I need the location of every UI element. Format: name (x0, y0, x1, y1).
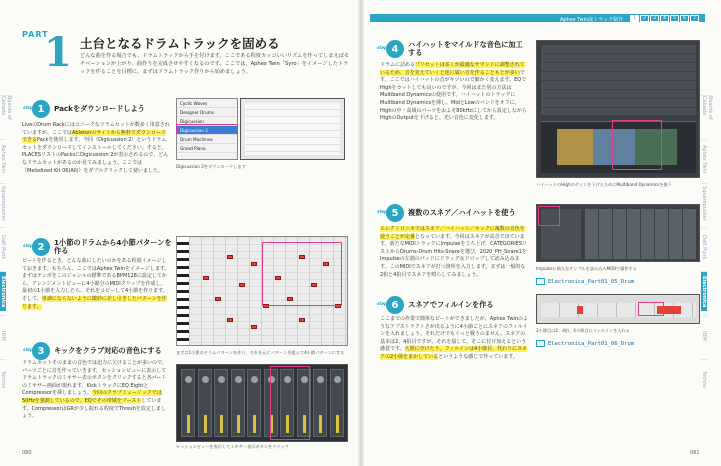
midi-note[interactable] (203, 276, 209, 280)
caption-pack: Digicussion 2をダウンロードします (176, 164, 246, 169)
chapter-pager (630, 15, 699, 22)
step-6-body (380, 316, 528, 362)
pager-item[interactable]: 2 (640, 15, 649, 22)
pan-knob[interactable] (185, 376, 192, 383)
highlighted-text: Abletonのサイトから無料でダウンロードできる (22, 129, 166, 144)
step-5-title: 複数のスネア／ハイハットを使う (408, 208, 516, 217)
volume-fader[interactable] (187, 415, 190, 433)
midi-note[interactable] (299, 318, 305, 322)
pager-item[interactable]: 6 (680, 15, 689, 22)
folio-right: 081 (690, 450, 700, 456)
step-2-body (22, 258, 170, 311)
midi-note[interactable] (251, 325, 257, 329)
step-6-badge: step 6 (386, 296, 404, 314)
side-tabs-left (0, 95, 20, 403)
body-text: Packを使用します。今回（Digicussion 2）というドラムセットをダウンロードしてインストールしてください。すると、PLACESリストのPacksにDigicussion 2が表示されるので、どんなドラムセットがあるのか見てみましょう。ここでは（Melodized Kit 06(All)）をダブルクリックして使いました。 (22, 137, 169, 174)
mixer-channel-strip[interactable] (181, 369, 195, 437)
midi-note[interactable] (215, 297, 221, 301)
page-title: 土台となるドラムトラックを固める (80, 36, 280, 51)
pan-knob[interactable] (202, 376, 209, 383)
step-1-badge: step 1 (32, 100, 50, 118)
side-tab[interactable]: Squarepusher (0, 183, 6, 223)
impulse-screenshot (536, 204, 700, 262)
body-text: というような感じで作っています。 (438, 353, 518, 360)
body-text: ビートを作るとき、どんな曲にしたいのかをある程度イメージしておきます。もちろん、ここではAphex Twinをイメージします。まずはテンポをこのジャンルの標準であるBPM128に設定してから、アレンジメントビューに4小節分のMIDIクリップを作成し、最初の1小節を入力したら、それをコピーして4小節を作ります。そして、 (22, 258, 170, 302)
browser-screenshot (240, 98, 345, 160)
volume-fader[interactable] (220, 415, 223, 433)
caption-roll: まずは1小節のドラムパターンを作り、それを元にパターンを組んで4小節パターンにする (176, 350, 345, 355)
file-icon (536, 278, 545, 285)
highlight-frame-fill (638, 302, 664, 316)
side-tab[interactable]: Electronica (0, 271, 6, 311)
file-2-name: Electronica_Part01_06_Drum (548, 340, 635, 347)
pan-knob[interactable] (251, 376, 258, 383)
part-number: 1 (44, 29, 72, 76)
step-2-title: 1小節のドラムから4小節パターンを作る (54, 238, 172, 255)
file-1-name: Electronica_Part01_05_Drum (548, 278, 635, 285)
midi-note[interactable] (239, 283, 245, 287)
pack-list-item[interactable]: Grand Piano (177, 144, 237, 153)
download-file-2[interactable] (536, 340, 634, 347)
side-tab[interactable]: IDM (0, 315, 6, 355)
pan-knob[interactable] (334, 376, 341, 383)
pack-list-item[interactable]: Cyclic Waves (177, 99, 237, 108)
side-tab[interactable]: Squarepusher (701, 183, 707, 223)
step-4-heading (386, 40, 528, 58)
mixer-channel-strip[interactable] (313, 369, 327, 437)
step-4-body (380, 62, 528, 123)
caption-multiband: ハイハットのHighのゲインを下げるためにMultiband Dynamicsを使う (536, 182, 672, 187)
pager-item[interactable]: 5 (670, 15, 679, 22)
body-text: です。ここではハイハットの音がキツいので細かく変えます。EQでHighをカットしても良いのですが、今回はまた別の方法はMultiband Dynamicsの使用です。ハイハットのトラックにMultiband Dynamicsを挿し、MidとLowのバンドをオフに、Highの中・高域のパーツをおよそ80kHzにしてから設定しながらHighのOutputを下げると、光い音色に変化します。 (380, 69, 527, 122)
highlighted-text: 大胆に空けたり、フィルインは4小節目、代わりにスネアの2小節をまかしている (380, 346, 528, 360)
step-1-title: Packをダウンロードしよう (54, 104, 145, 113)
midi-note[interactable] (227, 318, 233, 322)
caption-fill: 2小節目は2、4拍、4小節目にフィルインを入れる (536, 328, 630, 333)
highlighted-text: プリセットは多くが最適なサウンドに調整されているため、音を変えていくと逆に属い音を作ることもとが多い (380, 62, 525, 76)
pager-item[interactable]: 7 (690, 15, 699, 22)
body-text: ドラムセットそのままの音色では迫力に欠けることが多いので、パーツごとに音を作っていきます。セッションビューに表示してドラムトラックのミキサー表示ボタンをクリックすると各パートのミキサー画面が現れます。KickトラックにEQ EightとCompressorを挿しましょう。 (22, 360, 167, 397)
file-icon (536, 340, 545, 347)
highlight-frame-mixer (270, 366, 310, 440)
highlighted-text: エレクトロニカではスネア／ハイハット／キックに複数の音色を使うことが定番 (380, 226, 525, 240)
midi-note[interactable] (251, 262, 257, 266)
step-2-heading (32, 238, 174, 256)
pager-item[interactable]: 1 (630, 15, 639, 22)
highlighted-text: 単調にならないように微妙に差し引きしたパターンを作ります。 (22, 295, 167, 310)
lead-paragraph: どんな曲を作る場合でも、ドラムトラックから手を付けます。ここである程度カッコいいリズムを作ってしまえばモチベーションが上がり、曲作りを完成させやすくなるのです。ここでは、Aphex Twin「Syro」をイメージしたトラックを作ることを目標に、まずはドラムトラック作りから始めましょう。 (80, 53, 350, 75)
pager-item[interactable]: 4 (660, 15, 669, 22)
side-tab[interactable]: Techno (701, 359, 707, 399)
side-tab[interactable]: Daft Punk (701, 227, 707, 267)
download-file-1[interactable] (536, 278, 634, 285)
side-tab[interactable]: Daft Punk (0, 227, 6, 267)
step-5-heading (386, 204, 538, 222)
side-tab[interactable]: IDM (701, 315, 707, 355)
highlight-frame-multiband (612, 120, 662, 170)
side-tab[interactable]: Boards of Canada (701, 95, 713, 135)
pan-knob[interactable] (218, 376, 225, 383)
highlighted-text: 今回のクラブミュージックでは50Hzを強調しているので、EQでその帯域をブースト (22, 390, 162, 404)
volume-fader[interactable] (336, 415, 339, 433)
pack-list-item[interactable]: Digicussion (177, 117, 237, 126)
pack-list-item[interactable]: Digicussion 2 (177, 126, 237, 135)
side-tabs-right (701, 95, 721, 403)
step-3-title: キックをクラブ対応の音色にする (54, 346, 162, 355)
folio-left: 080 (22, 450, 32, 456)
pan-knob[interactable] (317, 376, 324, 383)
step-6-title: スネアでフィルインを作る (408, 300, 494, 309)
step-6-heading (386, 296, 538, 314)
body-text: LiveのDrum Rackにはユニークなドラムセットが数多く用意されていますが、ここでは (22, 122, 170, 136)
side-tab[interactable]: Boards of Canada (0, 95, 12, 135)
arrangement-screenshot (536, 294, 700, 324)
highlight-frame (176, 124, 238, 134)
mixer-channel-strip[interactable] (198, 369, 212, 437)
running-head: Aphex Twin流トラック制作 (560, 17, 624, 23)
side-tab[interactable]: Aphex Twin (701, 139, 707, 179)
part-label: PART (22, 30, 49, 39)
step-4-title: ハイハットをマイルドな音色に加工する (408, 40, 523, 57)
step-1-heading (32, 100, 184, 118)
volume-fader[interactable] (204, 415, 207, 433)
pager-item[interactable]: 3 (650, 15, 659, 22)
highlight-frame-impulse (538, 206, 560, 226)
step-5-body (380, 226, 528, 279)
step-2-badge: step 2 (32, 238, 50, 256)
pan-knob[interactable] (235, 376, 242, 383)
mixer-channel-strip[interactable] (214, 369, 228, 437)
body-text: となっています。今回はスネアが高音で出ています。新たなMIDIトラックにImpulseを立ち上げ、CATEGORIESリストからDrums-Drum Hits-Snareを選び、2020_PH_Snare1をImpulseの左端のパッドにドラッグ＆ドロップして読み込みます。このMIDIでスネアが打つ箇所を入力します。まずは一般的な2拍と4拍目でスネアを鳴らしてみましょう。 (380, 233, 528, 278)
caption-impulse: Impulseに新たなサンプルを読み込みMIDIで操作する (536, 266, 637, 271)
step-3-heading (32, 342, 184, 360)
side-tab[interactable]: Aphex Twin (0, 139, 6, 179)
body-text: しています。CompressorはGRが少し振れる程度でThreshを設定しましょう。 (22, 397, 166, 420)
step-3-badge: step 3 (32, 342, 50, 360)
mixer-channel-strip[interactable] (231, 369, 245, 437)
mixer-channel-strip[interactable] (330, 369, 344, 437)
highlight-frame-roll (262, 242, 342, 306)
step-3-body (22, 360, 170, 421)
midi-note[interactable] (227, 255, 233, 259)
mixer-channel-strip[interactable] (247, 369, 261, 437)
volume-fader[interactable] (319, 415, 322, 433)
caption-mixer: セッションビューを表示してミキサー表示ボタンをクリック (176, 444, 289, 449)
pack-list-item[interactable]: Designer Drums (177, 108, 237, 117)
body-text: ここまでの作業で簡単なビートができましたが、Aphex Twinのようなアブストラクトさが出るように4小節ごとにスネアのフィルインを入れましょう。それだけでもぐっと戦うのません。スネアの基本は2、4拍目ですが、それを崩して、そこに付け加えるという感覚です。 (380, 316, 528, 353)
page-gutter (358, 0, 364, 466)
step-1-body (22, 122, 170, 175)
volume-fader[interactable] (253, 415, 256, 433)
step-4-badge: step 4 (386, 40, 404, 58)
body-text: ドラムに詰める (380, 62, 415, 68)
step-5-badge: step 5 (386, 204, 404, 222)
side-tab[interactable]: Techno (0, 359, 6, 399)
volume-fader[interactable] (237, 415, 240, 433)
pack-list-item[interactable]: Drum Machines (177, 135, 237, 144)
mixer-screenshot (176, 364, 348, 442)
side-tab[interactable]: Electronica (701, 271, 707, 311)
